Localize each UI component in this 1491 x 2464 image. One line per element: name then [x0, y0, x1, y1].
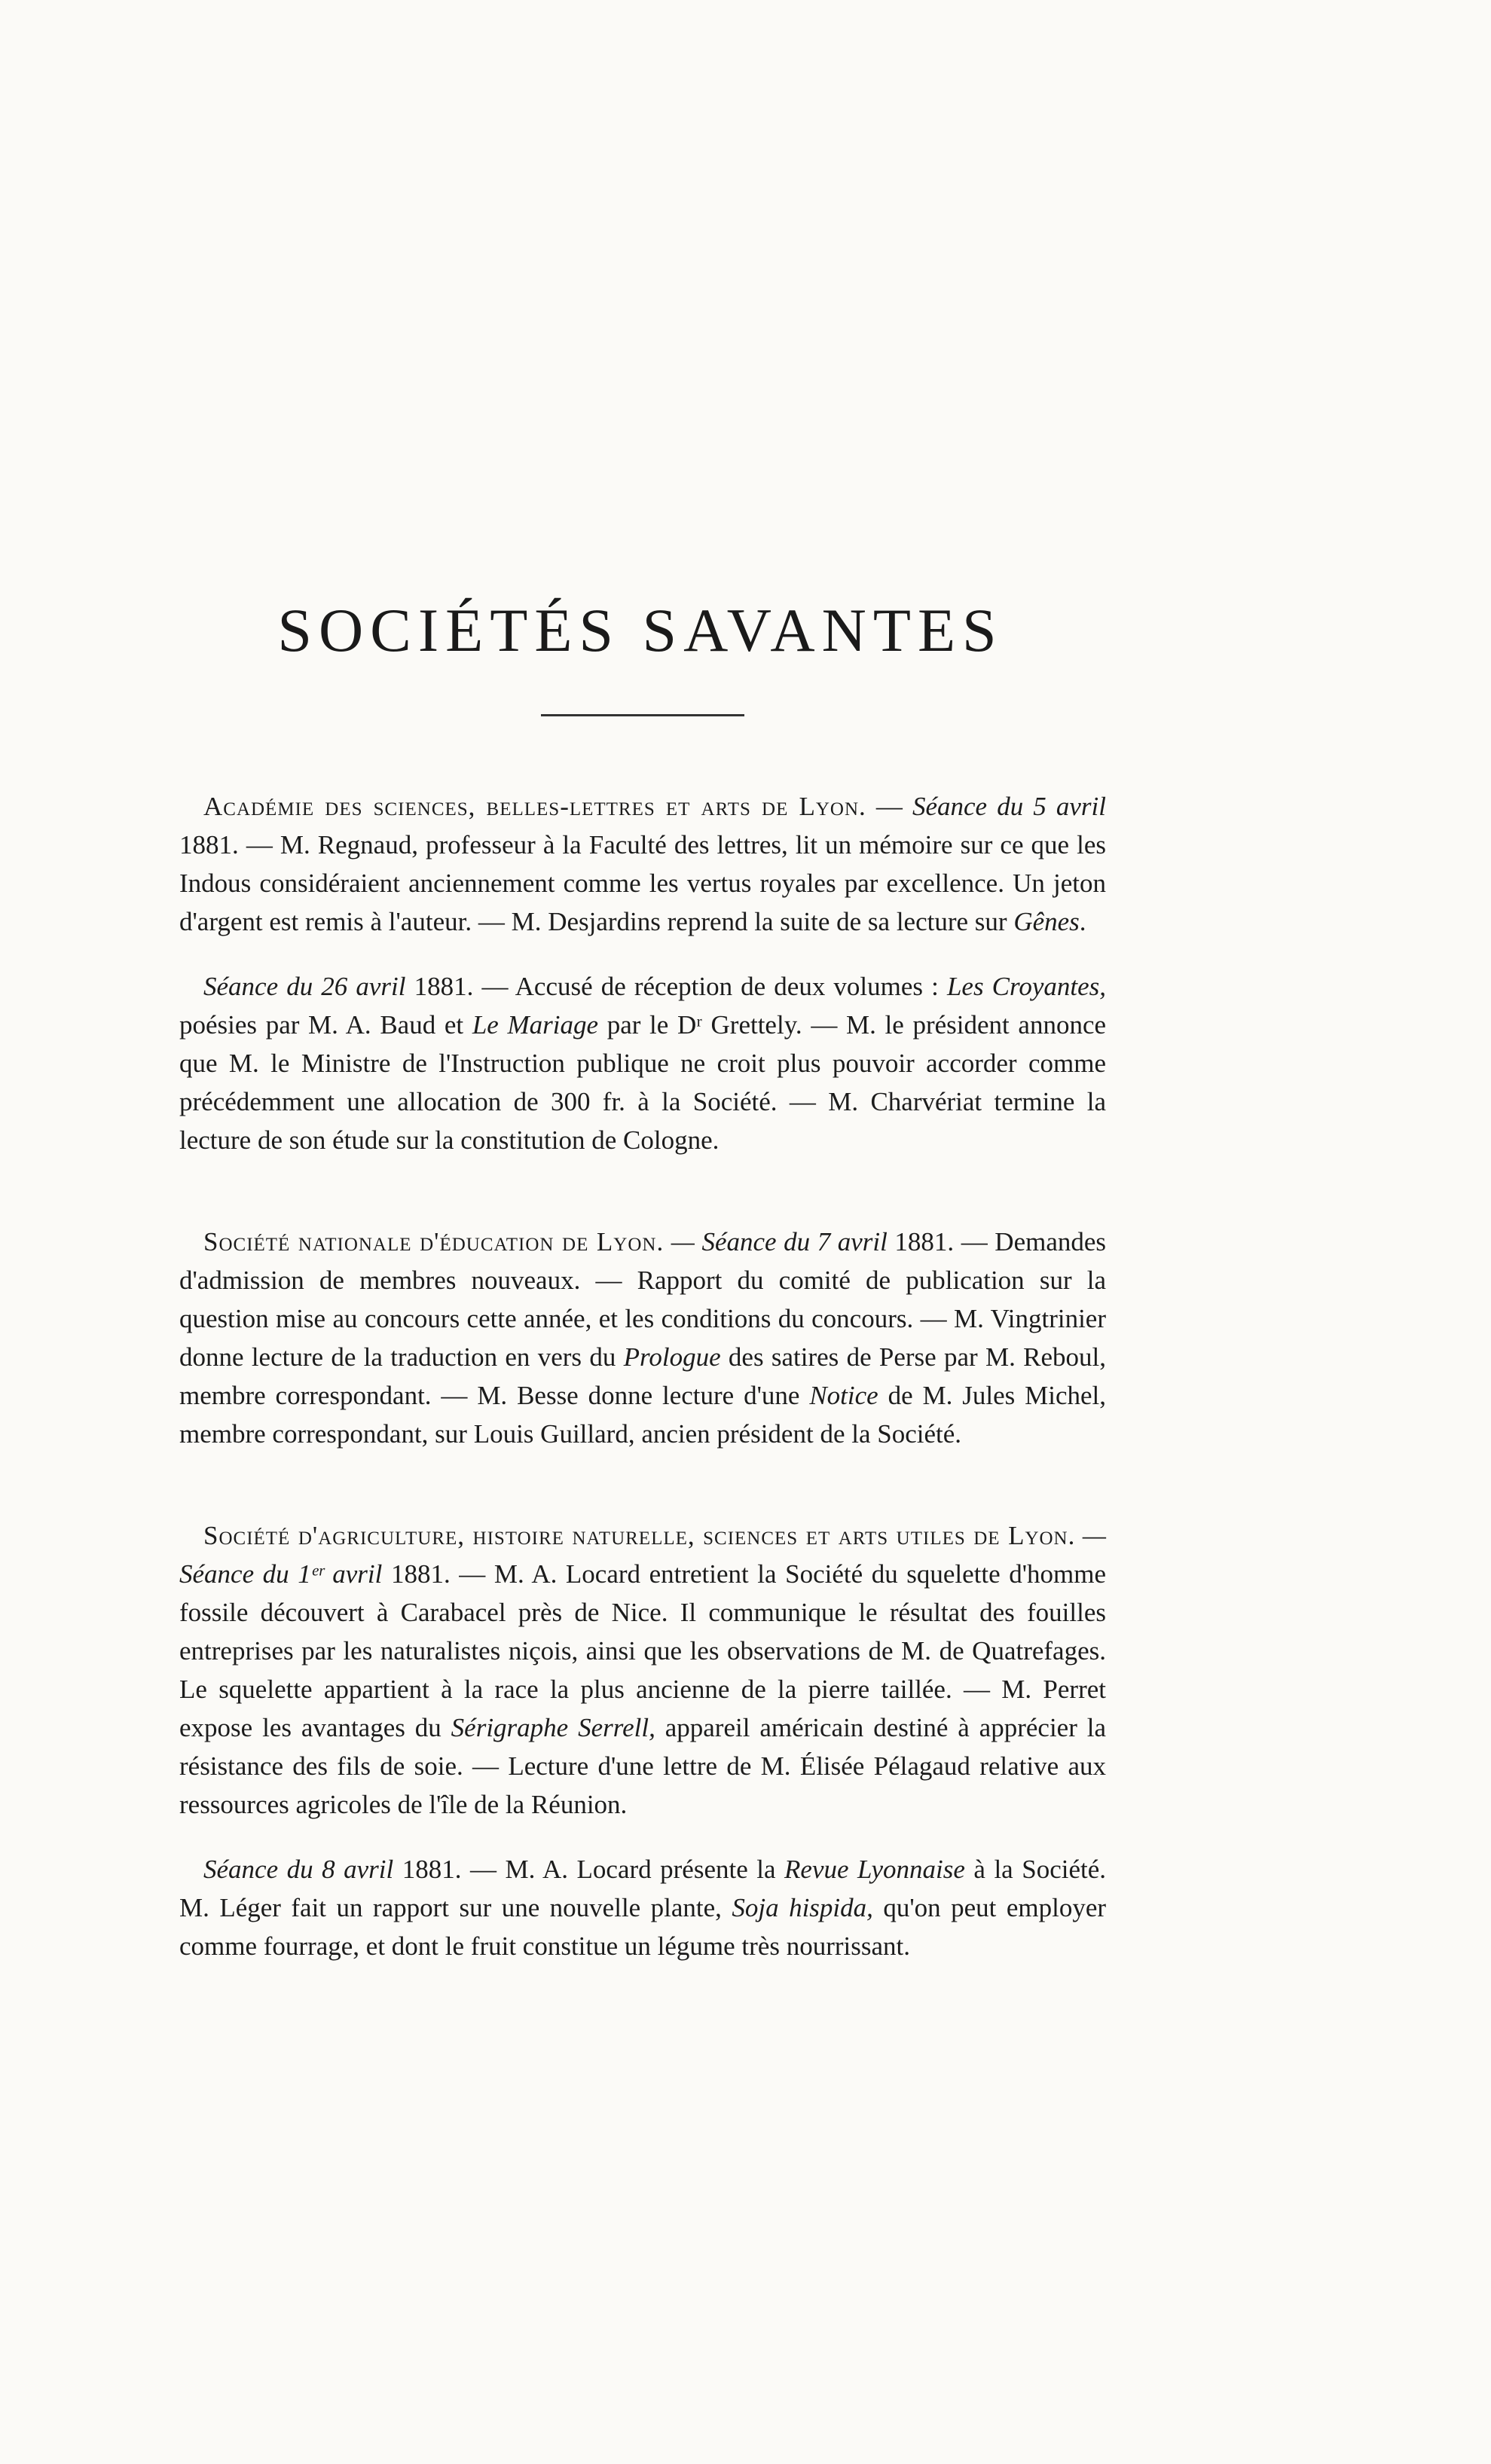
paragraph-seance-5-avril: Académie des sciences, belles-lettres et arts de Lyon. — Séance du 5 avril 1881. — M. Regnaud, professeur à la Faculté des lettres, lit un mémoire sur ce que les Indous considéraient anciennement comme les vertus royales par excellence. Un jeton d'argent est remis à l'auteur. — M. Desjardins reprend la suite de sa lecture sur Gênes.: [179, 792, 1107, 936]
society-name: Société d'agriculture, histoire naturelle, sciences et arts utiles de Lyon.: [203, 1521, 1076, 1550]
species-name: Soja hispida,: [732, 1893, 873, 1922]
paragraph-text: — M. A. Locard entretient la Société du squelette d'homme fossile découvert à Carabacel près de Nice. Il communique le résultat des fouilles entreprises par les naturalistes niçois, ainsi que les observations de M. de Quatrefages. Le squelette appartient à la race la plus ancienne de la pierre taillée. — M. Perret expose les avantages du: [179, 1559, 1107, 1742]
seance-date: Séance du 26 avril: [203, 972, 406, 1001]
work-title: Prologue: [623, 1342, 721, 1372]
entry-academie-lyon: [179, 787, 1106, 1159]
title-rule: [541, 714, 744, 716]
seance-year: 1881.: [390, 1559, 451, 1589]
work-title: Le Mariage: [472, 1010, 599, 1040]
work-title: Sérigraphe Serrell,: [451, 1713, 655, 1742]
article-body: [179, 787, 1106, 1965]
seance-year: 1881.: [894, 1227, 955, 1256]
work-title: Les Croyantes,: [946, 972, 1107, 1001]
work-title: Revue Lyonnaise: [784, 1855, 965, 1884]
paragraph-seance-1-avril: [179, 1516, 1106, 1824]
paragraph-text: qu'on peut employer comme fourrage, et dont le fruit constitue un légume très nourrissant.: [179, 1893, 1107, 1961]
seance-date: Séance du 5 avril: [912, 792, 1107, 821]
page-title: SOCIÉTÉS SAVANTES: [277, 596, 1004, 664]
paragraph-text: — Demandes d'admission de membres nouveaux. — Rapport du comité de publication sur la question mise au concours cette année, et les conditions du concours. — M. Vingtrinier donne lecture de la traduction en vers du: [179, 1227, 1107, 1372]
seance-year: 1881.: [414, 972, 474, 1001]
seance-year: 1881.: [402, 1855, 462, 1884]
paragraph-text: appareil américain destiné à apprécier la résistance des fils de soie. — Lecture d'une lettre de M. Élisée Pélagaud relative aux ressources agricoles de l'île de la Réunion.: [179, 1713, 1107, 1819]
paragraph-seance-8-avril: [179, 1850, 1106, 1965]
paragraph-text: — M. A. Locard présente la: [470, 1855, 776, 1884]
paragraph-text: — Accusé de réception de deux volumes :: [481, 972, 939, 1001]
paragraph-text: des satires de Perse par M. Reboul, membre correspondant. — M. Besse donne lecture d'une: [179, 1342, 1106, 1410]
paragraph-text: par le Dʳ Grettely. — M. le président annonce que M. le Ministre de l'Instruction publique ne croit plus pouvoir accorder comme précédemment une allocation de 300 fr. à la Société. — M. Charvériat termine la lecture de son étude sur la constitution de Cologne.: [179, 1010, 1107, 1155]
paragraph-text: poésies par M. A. Baud et: [179, 1010, 464, 1040]
work-title: Notice: [809, 1381, 878, 1410]
paragraph-end: .: [1079, 907, 1086, 936]
seance-date: Séance du 8 avril: [203, 1855, 394, 1884]
entry-societe-agriculture: [179, 1516, 1106, 1965]
society-name: Académie des sciences, belles-lettres et arts de Lyon.: [203, 792, 866, 821]
paragraph-seance-7-avril: [179, 1223, 1106, 1453]
paragraph-seance-26-avril: [179, 967, 1106, 1159]
seance-date: —Séance du 1ᵉʳ avril: [179, 1521, 1106, 1589]
work-title: Gênes: [1013, 907, 1080, 936]
paragraph-text: de M. Jules Michel, membre correspondant, sur Louis Guillard, ancien président de la Société.: [179, 1381, 1107, 1449]
entry-societe-education: [179, 1223, 1106, 1453]
seance-year: 1881.: [179, 830, 239, 859]
paragraph-text: — M. Regnaud, professeur à la Faculté des lettres, lit un mémoire sur ce que les Indous considéraient anciennement comme les vertus royales par excellence. Un jeton d'argent est remis à l'auteur. — M. Desjardins reprend la suite de sa lecture sur: [179, 830, 1107, 936]
seance-date: — Séance du 7 avril: [671, 1227, 888, 1256]
society-name: Société nationale d'éducation de Lyon.: [203, 1227, 665, 1256]
paragraph-text: à la Société. M. Léger fait un rapport sur une nouvelle plante,: [179, 1855, 1106, 1922]
